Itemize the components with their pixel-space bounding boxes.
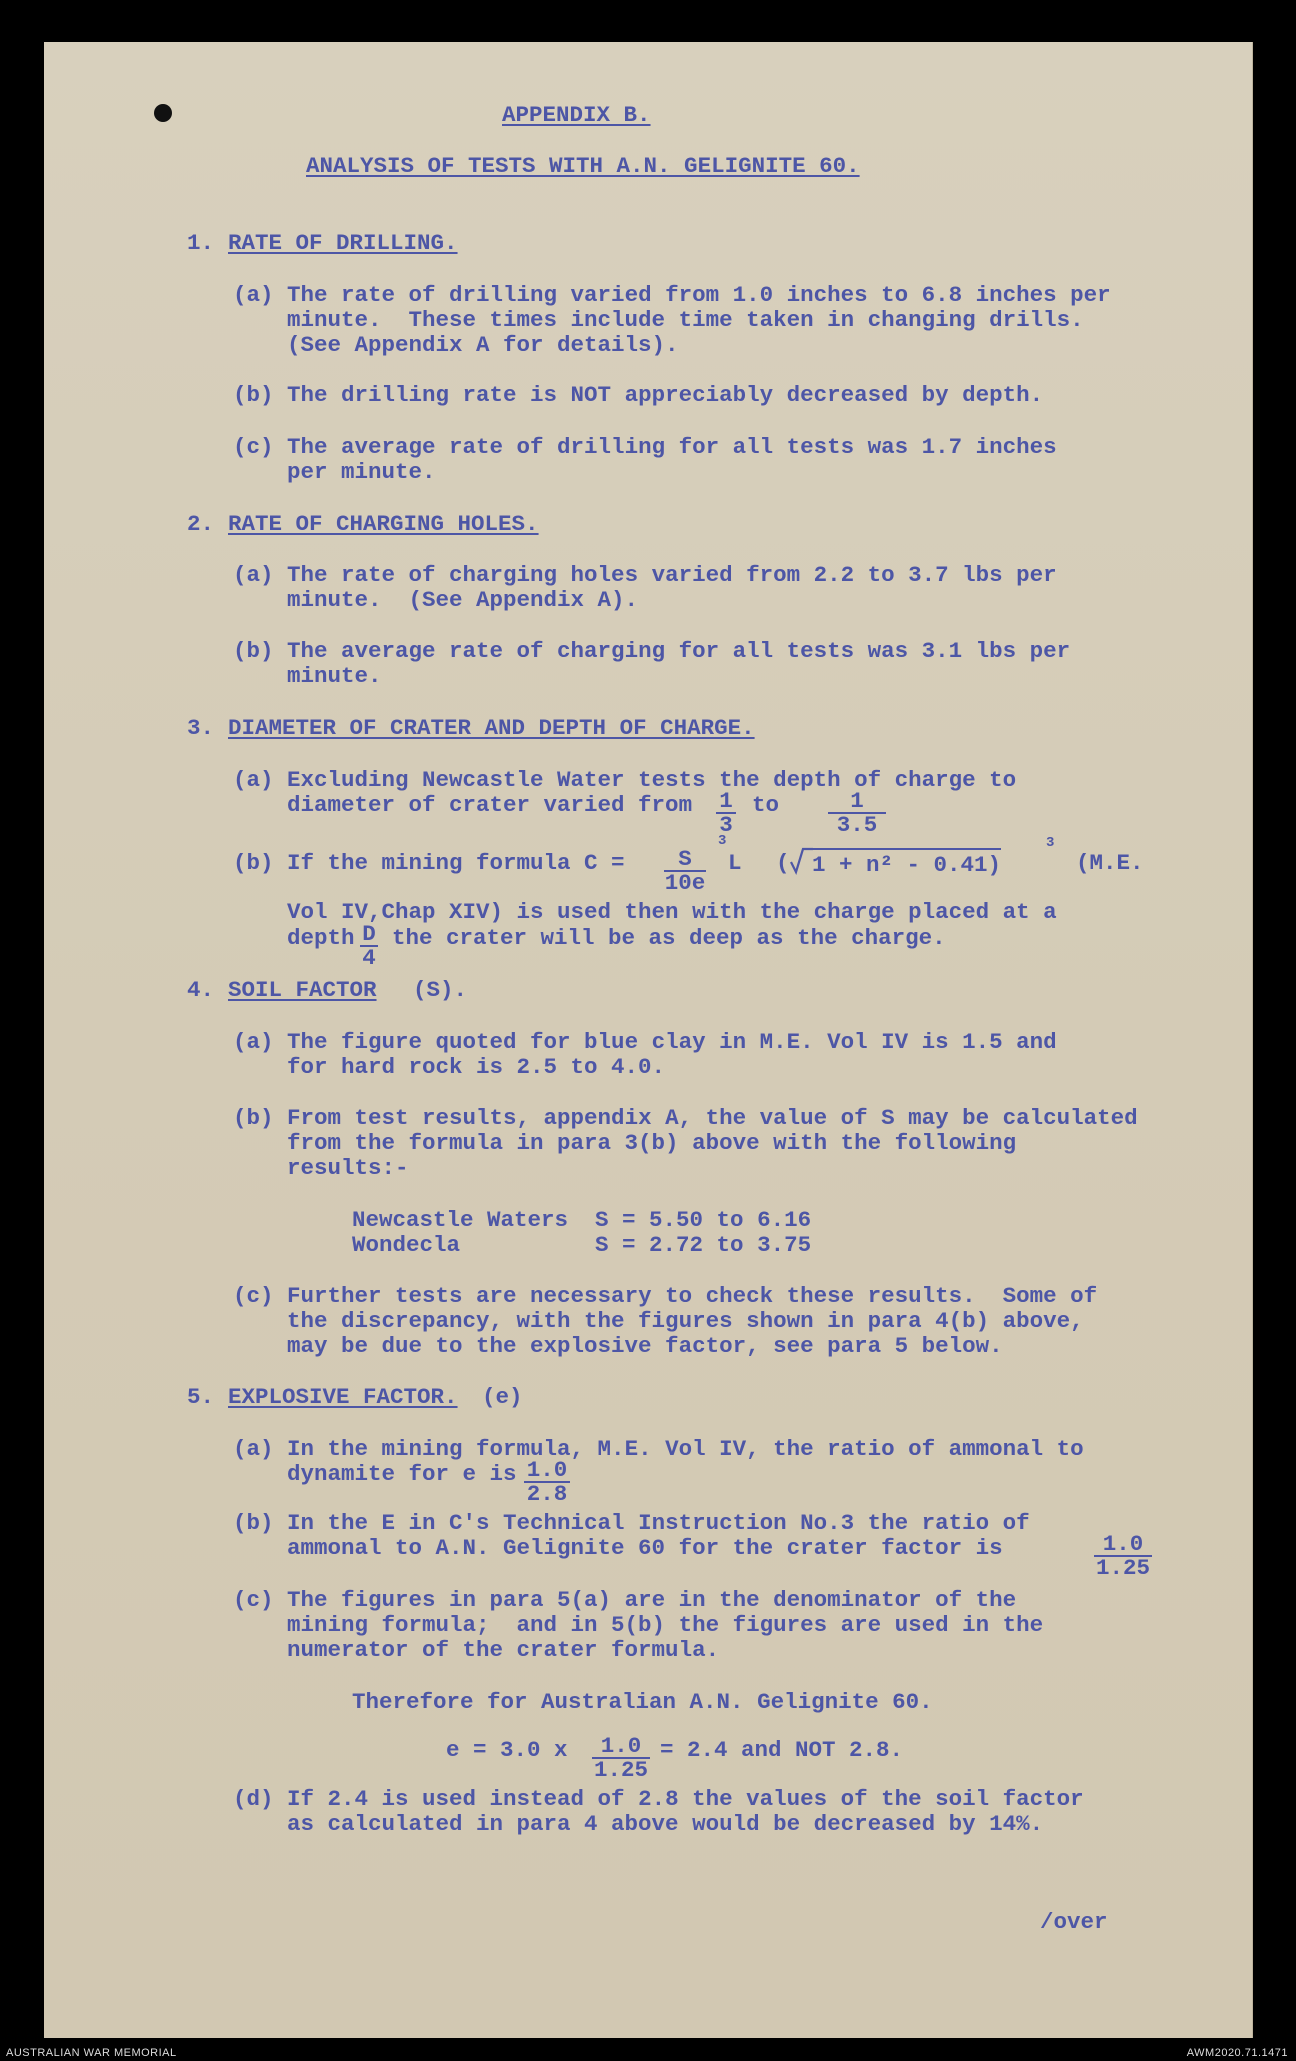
section-3-heading: DIAMETER OF CRATER AND DEPTH OF CHARGE. [228, 715, 755, 741]
punch-hole [154, 104, 172, 122]
para-5d-line1: (d) If 2.4 is used instead of 2.8 the values of the soil factor [233, 1786, 1084, 1812]
result-newcastle-waters: Newcastle Waters S = 5.50 to 6.16 [352, 1207, 812, 1233]
section-5-number: 5. [187, 1384, 215, 1410]
equation-left: e = 3.0 x [446, 1737, 568, 1763]
equation-right: = 2.4 and NOT 2.8. [660, 1737, 904, 1763]
exponent-3-on-l: 3 [718, 833, 727, 849]
para-3b-line1: (b) If the mining formula C = [233, 850, 625, 876]
para-2b-line2: minute. [287, 663, 382, 689]
para-4b-line2: from the formula in para 3(b) above with the following [287, 1130, 1017, 1156]
para-5b-line2: ammonal to A.N. Gelignite 60 for the crater factor is [287, 1535, 1003, 1561]
para-3b-line3b: the crater will be as deep as the charge. [392, 925, 946, 951]
formula-reference: (M.E. [1076, 850, 1144, 876]
section-1-number: 1. [187, 230, 215, 256]
fraction-s-over-10e: $\frac{S}{10e}$ [664, 846, 706, 896]
para-4c-line3: may be due to the explosive factor, see para 5 below. [287, 1333, 1003, 1359]
para-1b: (b) The drilling rate is NOT appreciably decreased by depth. [233, 382, 1044, 408]
document-subtitle: ANALYSIS OF TESTS WITH A.N. GELIGNITE 60. [306, 153, 860, 179]
formula-l: L [728, 850, 742, 876]
para-2a-line2: minute. (See Appendix A). [287, 587, 639, 613]
para-5c-line3: numerator of the crater formula. [287, 1637, 720, 1663]
para-3a-to: to [752, 792, 780, 818]
square-root-icon [789, 846, 813, 876]
section-5-heading-symbol: (e) [482, 1384, 523, 1410]
para-1a-line2: minute. These times include time taken in changing drills. [287, 307, 1084, 333]
appendix-title: APPENDIX B. [502, 102, 651, 128]
formula-radicand: 1 + n² - 0.41) [812, 848, 1001, 880]
section-2-number: 2. [187, 511, 215, 537]
fraction-one-over-three-point-five: $\frac{1}{3.5}$ [828, 790, 886, 836]
section-2-heading: RATE OF CHARGING HOLES. [228, 511, 539, 537]
para-4a-line2: for hard rock is 2.5 to 4.0. [287, 1054, 666, 1080]
section-4-number: 4. [187, 977, 215, 1003]
footer-institution: AUSTRALIAN WAR MEMORIAL [6, 2047, 177, 2059]
footer-accession-number: AWM2020.71.1471 [1186, 2047, 1288, 2059]
para-5a-line2: dynamite for e is [287, 1461, 517, 1487]
para-4b-line3: results:- [287, 1155, 409, 1181]
section-3-number: 3. [187, 715, 215, 741]
para-2b-line1: (b) The average rate of charging for all tests was 3.1 lbs per [233, 638, 1071, 664]
para-3a-line1: (a) Excluding Newcastle Water tests the depth of charge to [233, 767, 1017, 793]
section-4-heading: SOIL FACTOR [228, 977, 377, 1003]
para-3b-line2: Vol IV,Chap XIV) is used then with the charge placed at a [287, 899, 1057, 925]
para-4a-line1: (a) The figure quoted for blue clay in M.E. Vol IV is 1.5 and [233, 1029, 1057, 1055]
section-1-heading: RATE OF DRILLING. [228, 230, 458, 256]
fraction-1-over-1-25-equation: $\frac{1.0}{1.25}$ [593, 1733, 648, 1783]
para-5d-line2: as calculated in para 4 above would be decreased by 14%. [287, 1811, 1044, 1837]
para-1c-line1: (c) The average rate of drilling for all tests was 1.7 inches [233, 434, 1057, 460]
para-1a-line1: (a) The rate of drilling varied from 1.0 inches to 6.8 inches per [233, 282, 1111, 308]
para-5c-therefore: Therefore for Australian A.N. Gelignite 60. [352, 1689, 933, 1715]
para-5a-line1: (a) In the mining formula, M.E. Vol IV, the ratio of ammonal to [233, 1436, 1084, 1462]
section-4-heading-symbol: (S). [413, 977, 468, 1003]
para-2a-line1: (a) The rate of charging holes varied from 2.2 to 3.7 lbs per [233, 562, 1057, 588]
para-5c-line1: (c) The figures in para 5(a) are in the denominator of the [233, 1587, 1017, 1613]
fraction-1-over-2-8: $\frac{1.0}{2.8}$ [524, 1459, 570, 1505]
para-5c-line2: mining formula; and in 5(b) the figures are used in the [287, 1612, 1044, 1638]
para-4c-line1: (c) Further tests are necessary to check these results. Some of [233, 1283, 1098, 1309]
fraction-d-over-4: $\frac{D}{4}$ [360, 923, 378, 969]
result-wondecla: Wondecla S = 2.72 to 3.75 [352, 1232, 812, 1258]
para-3b-line3a: depth [287, 925, 355, 951]
section-5-heading: EXPLOSIVE FACTOR. [228, 1384, 458, 1410]
exponent-3-on-bracket: 3 [1046, 835, 1055, 851]
formula-open-paren: ( [776, 850, 790, 876]
para-3a-line2: diameter of crater varied from [287, 792, 693, 818]
para-1c-line2: per minute. [287, 459, 436, 485]
para-4b-line1: (b) From test results, appendix A, the value of S may be calculated [233, 1105, 1138, 1131]
para-5b-line1: (b) In the E in C's Technical Instruction No.3 the ratio of [233, 1510, 1030, 1536]
fraction-one-third: $\frac{1}{3}$ [716, 790, 736, 836]
fraction-1-over-1-25-crater: $\frac{1.0}{1.25}$ [1095, 1531, 1150, 1581]
para-4c-line2: the discrepancy, with the figures shown in para 4(b) above, [287, 1308, 1084, 1334]
page-over-marker: /over [1040, 1909, 1108, 1935]
para-1a-line3: (See Appendix A for details). [287, 332, 679, 358]
